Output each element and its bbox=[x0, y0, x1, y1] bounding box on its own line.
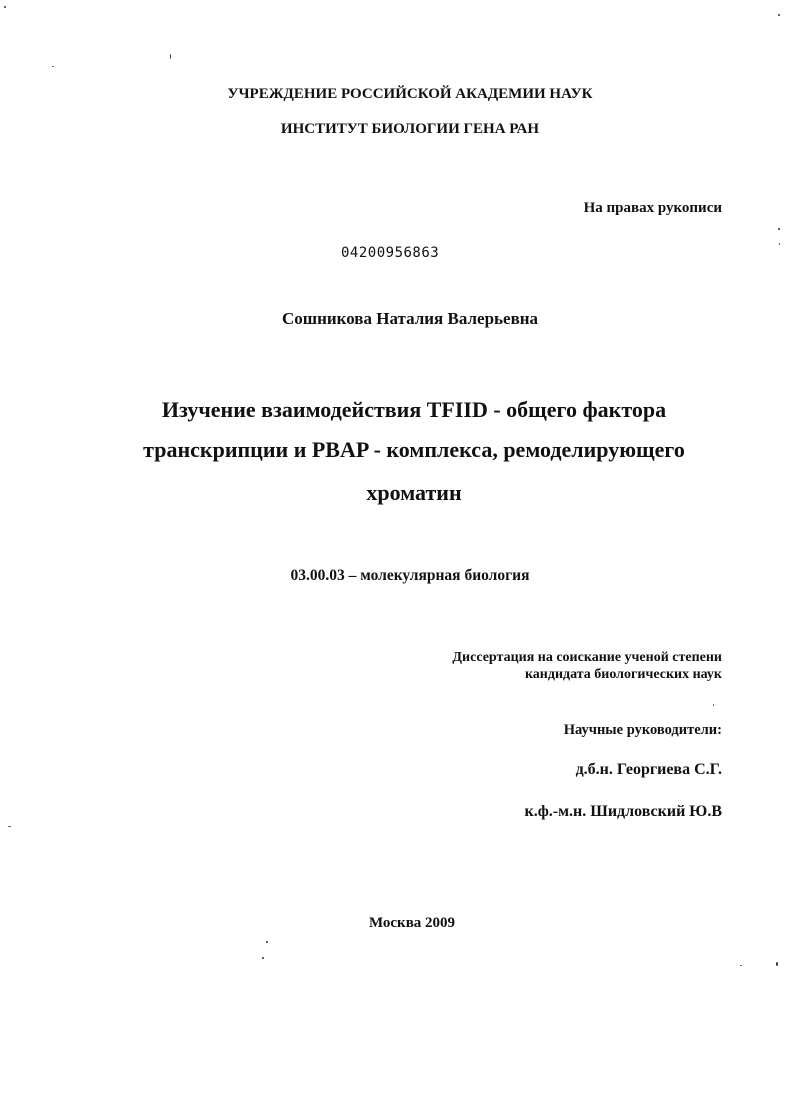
author-name: Сошникова Наталия Валерьевна bbox=[281, 309, 539, 328]
dissertation-degree-line-1: Диссертация на соискание ученой степени bbox=[452, 650, 722, 665]
city-year: Москва 2009 bbox=[368, 915, 456, 931]
scan-speck bbox=[52, 66, 54, 67]
scan-speck bbox=[8, 826, 11, 827]
rights-note: На правах рукописи bbox=[583, 200, 722, 216]
scan-speck bbox=[779, 243, 780, 245]
scan-speck bbox=[266, 941, 268, 943]
title-line-2: транскрипции и PBAP - комплекса, ремоделирующего bbox=[143, 437, 685, 462]
scan-speck bbox=[713, 704, 714, 706]
scan-speck bbox=[262, 957, 264, 959]
document-code: 04200956863 bbox=[341, 245, 440, 261]
scan-speck bbox=[778, 228, 780, 230]
title-line-3: хроматин bbox=[366, 480, 462, 505]
title-line-1: Изучение взаимодействия TFIID - общего фактора bbox=[161, 397, 667, 422]
specialty-code: 03.00.03 – молекулярная биология bbox=[290, 567, 530, 584]
dissertation-degree-line-2: кандидата биологических наук bbox=[524, 667, 722, 682]
supervisors-heading: Научные руководители: bbox=[563, 722, 722, 738]
supervisor-2: к.ф.-м.н. Шидловский Ю.В bbox=[524, 803, 722, 820]
scan-speck bbox=[776, 962, 778, 966]
scan-speck bbox=[740, 965, 742, 966]
scan-speck bbox=[170, 54, 171, 59]
institute-heading: ИНСТИТУТ БИОЛОГИИ ГЕНА РАН bbox=[280, 121, 540, 137]
institution-heading: УЧРЕЖДЕНИЕ РОССИЙСКОЙ АКАДЕМИИ НАУК bbox=[227, 86, 593, 102]
supervisor-1: д.б.н. Георгиева С.Г. bbox=[575, 761, 722, 778]
scan-speck bbox=[778, 14, 780, 16]
scan-speck bbox=[4, 6, 6, 8]
